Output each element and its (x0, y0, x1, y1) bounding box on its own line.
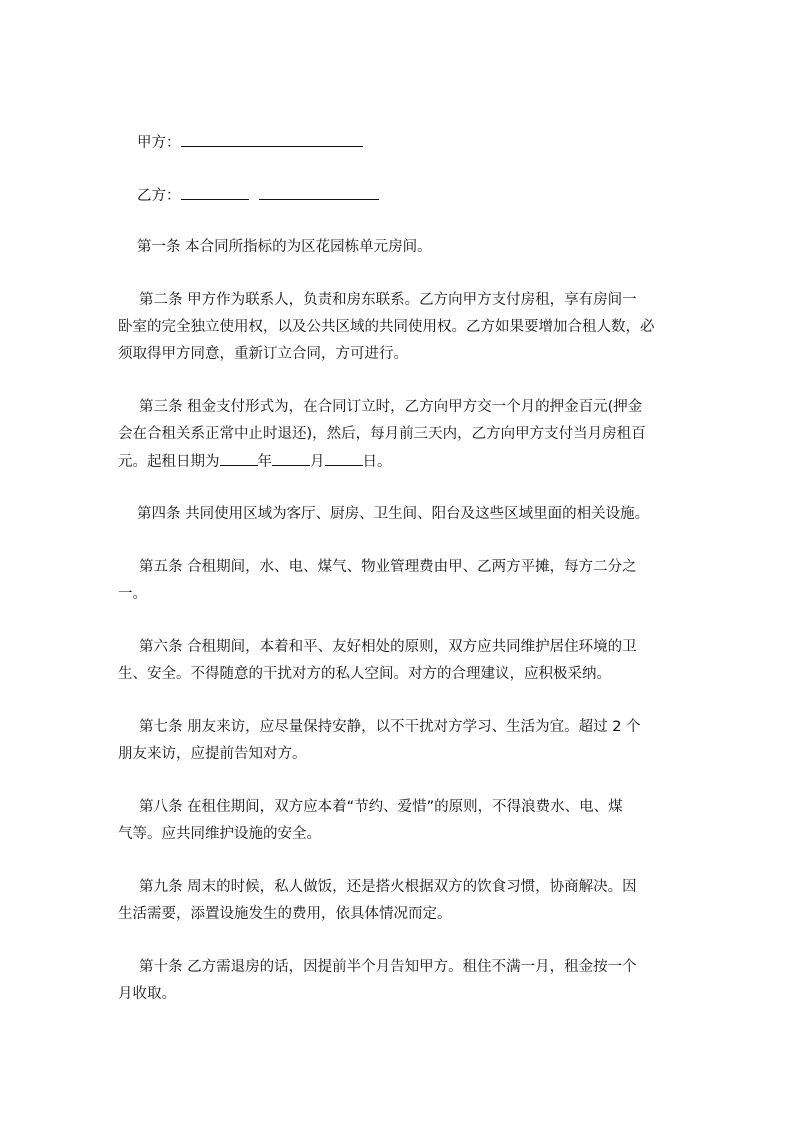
party-b-blank-2[interactable] (259, 185, 379, 200)
article-2-line-3: 须取得甲方同意，重新订立合同，方可进行。 (118, 346, 408, 362)
article-8-line-1: 第八条 在租住期间，双方应本着“节约、爱惜”的原则，不得浪费水、电、煤 (139, 799, 623, 815)
article-9-line-1: 第九条 周末的时候，私人做饭，还是搭火根据双方的饮食习惯，协商解决。因 (139, 879, 637, 895)
start-month-blank[interactable] (272, 451, 310, 466)
article-5-line-2: 一。 (118, 586, 147, 602)
article-7-line-2: 朋友来访，应提前告知对方。 (118, 746, 307, 762)
party-a-label: 甲方： (137, 135, 181, 151)
article-2-line-2: 卧室的完全独立使用权，以及公共区域的共同使用权。乙方如果要增加合租人数，必 (118, 319, 655, 335)
article-10-line-2: 月收取。 (118, 986, 176, 1002)
year-label: 年 (257, 454, 272, 470)
party-b-blank-1[interactable] (181, 185, 249, 200)
start-day-blank[interactable] (325, 451, 363, 466)
article-6-line-1: 第六条 合租期间，本着和平、友好相处的原则，双方应共同维护居住环境的卫 (139, 639, 637, 655)
party-b-line (137, 185, 379, 206)
month-label: 月 (310, 454, 325, 470)
article-1-line-1: 第一条 本合同所指标的为区花园栋单元房间。 (137, 239, 432, 255)
article-6-line-2: 生、安全。不得随意的干扰对方的私人空间。对方的合理建议，应积极采纳。 (118, 666, 611, 682)
article-4-line-1: 第四条 共同使用区域为客厅、厨房、卫生间、阳台及这些区域里面的相关设施。 (137, 506, 650, 522)
article-3-line-1: 第三条 租金支付形式为，在合同订立时，乙方向甲方交一个月的押金百元(押金 (139, 399, 643, 415)
article-10-line-1: 第十条 乙方需退房的话，因提前半个月告知甲方。租住不满一月，租金按一个 (139, 959, 637, 975)
article-5-line-1: 第五条 合租期间，水、电、煤气、物业管理费由甲、乙两方平摊，每方二分之 (139, 559, 637, 575)
day-label: 日。 (362, 454, 392, 470)
article-3-line-3 (118, 451, 392, 472)
article-8-line-2: 气等。应共同维护设施的安全。 (118, 826, 321, 842)
party-a-line (137, 132, 363, 153)
start-date-label: 元。起租日期为 (118, 454, 220, 470)
article-3-line-2: 会在合租关系正常中止时退还)，然后，每月前三天内，乙方向甲方支付当月房租百 (118, 426, 646, 442)
start-year-blank[interactable] (220, 451, 258, 466)
party-a-blank[interactable] (181, 132, 363, 147)
party-b-label: 乙方： (137, 188, 181, 204)
article-2-line-1: 第二条 甲方作为联系人，负责和房东联系。乙方向甲方支付房租，享有房间一 (139, 292, 637, 308)
article-7-line-1: 第七条 朋友来访，应尽量保持安静，以不干扰对方学习、生活为宜。超过 2 个 (139, 719, 641, 735)
article-9-line-2: 生活需要，添置设施发生的费用，依具体情况而定。 (118, 906, 452, 922)
